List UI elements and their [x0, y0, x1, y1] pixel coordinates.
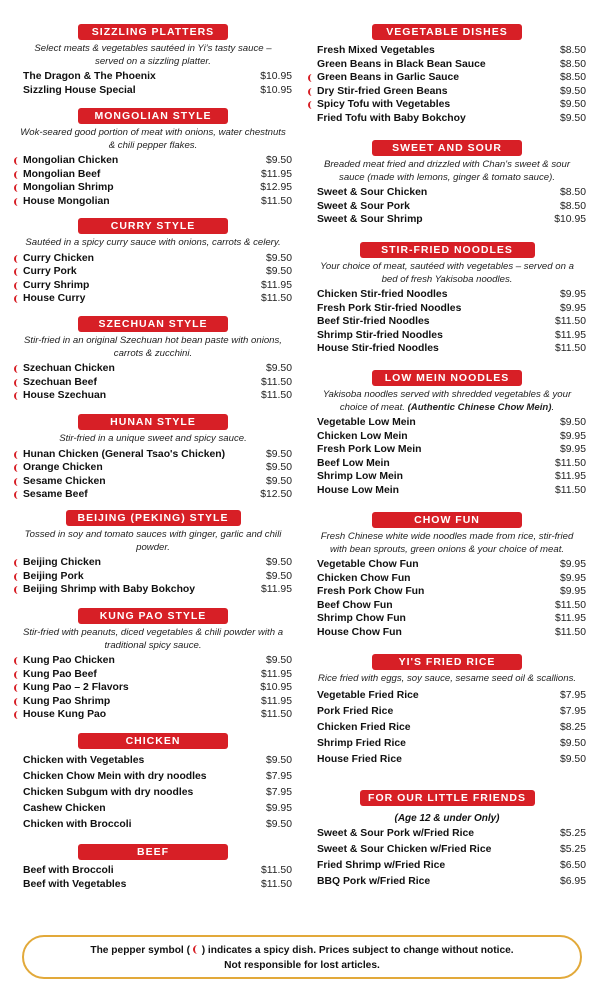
menu-item-name: Chicken Low Mein [317, 430, 408, 442]
menu-item-price: $8.25 [559, 721, 586, 733]
menu-item-price: $5.25 [559, 844, 586, 855]
menu-item [14, 769, 292, 785]
menu-item-price: $11.50 [554, 484, 586, 496]
section-description-text: Wok-seared good portion of meat with onions, water chestnuts & chili pepper flakes. [20, 127, 286, 151]
pepper-icon [14, 184, 20, 192]
menu-item-name: The Dragon & The Phoenix [23, 71, 156, 82]
menu-item-price: $11.50 [554, 316, 586, 327]
section-description-text: Stir-fried in a unique sweet and spicy sauce. [59, 433, 247, 444]
section-subtitle: (Age 12 & under Only) [394, 813, 500, 824]
menu-item-price: $9.50 [265, 755, 292, 766]
menu-item-name: Beijing Shrimp with Baby Bokchoy [23, 584, 196, 595]
menu-item-name: Beef with Vegetables [23, 878, 127, 890]
pepper-icon [193, 945, 199, 954]
pepper-icon [14, 392, 20, 400]
pepper-icon [308, 88, 314, 96]
menu-item-price: $11.95 [260, 668, 292, 680]
section-description [14, 627, 292, 652]
section-curry-style [14, 218, 292, 306]
section-description-text: Rice fried with eggs, soy sauce, sesame seed oil & scallions. [317, 673, 577, 684]
menu-item-name: Shrimp Stir-fried Noodles [317, 329, 443, 341]
menu-item [14, 556, 292, 570]
menu-item-name: Beef Stir-fried Noodles [317, 316, 430, 327]
menu-item [308, 186, 586, 200]
menu-item-price: $9.50 [265, 475, 292, 487]
section-kung-pao-style [14, 608, 292, 722]
menu-item [308, 470, 586, 484]
section-description [14, 43, 292, 68]
section-low-mein-noodles [308, 370, 586, 497]
menu-item-name: Spicy Tofu with Vegetables [317, 99, 451, 110]
menu-item [14, 488, 292, 502]
menu-item-name: Mongolian Beef [23, 168, 101, 180]
menu-item-name: House Curry [23, 293, 86, 304]
pepper-icon [14, 698, 20, 706]
menu-item-name: Vegetable Fried Rice [317, 689, 419, 701]
menu-item-name: Chicken Chow Fun [317, 572, 411, 584]
menu-item-price: $11.95 [554, 613, 586, 624]
menu-item-name: House Chow Fun [317, 626, 402, 638]
menu-item-name: House Mongolian [23, 195, 110, 207]
section-mongolian-style [14, 108, 292, 208]
menu-item-price: $11.50 [260, 865, 292, 876]
menu-item-price: $9.95 [559, 302, 586, 314]
menu-item-name: Kung Pao – 2 Flavors [23, 682, 129, 693]
menu-item-name: Beijing Pork [23, 570, 84, 582]
menu-item [308, 752, 586, 768]
menu-item [14, 181, 292, 195]
section-title: CURRY STYLE [78, 218, 228, 234]
section-description-text: Select meats & vegetables sautéed in Yi's tasty sauce – served on a sizzling platter. [34, 43, 272, 67]
menu-item-price: $11.95 [260, 168, 292, 180]
menu-item-name: Cashew Chicken [23, 803, 106, 814]
section-chicken [14, 733, 292, 833]
menu-item-price: $6.95 [559, 876, 586, 887]
menu-item-name: House Fried Rice [317, 753, 402, 765]
section-description [14, 433, 292, 446]
menu-item [14, 70, 292, 84]
menu-item-price: $11.50 [260, 293, 292, 304]
pepper-icon [14, 451, 20, 459]
menu-item-price: $9.50 [265, 448, 292, 460]
menu-item [14, 168, 292, 182]
pepper-icon [14, 478, 20, 486]
menu-item-price: $11.50 [554, 457, 586, 469]
menu-item [14, 801, 292, 817]
pepper-icon [14, 157, 20, 165]
menu-item [308, 213, 586, 227]
menu-item-price: $9.95 [559, 444, 586, 455]
section-description [14, 237, 292, 250]
section-title: LOW MEIN NOODLES [372, 370, 522, 386]
footer-note [22, 935, 582, 979]
menu-item-price: $9.50 [265, 155, 292, 166]
menu-item-price: $11.95 [260, 584, 292, 595]
menu-item [14, 265, 292, 279]
menu-item [308, 200, 586, 214]
section-title: SIZZLING PLATTERS [78, 24, 228, 40]
menu-item-name: Shrimp Chow Fun [317, 613, 406, 624]
section-description [308, 261, 586, 286]
menu-item-price: $11.95 [260, 695, 292, 707]
section-description-bold: (Authentic Chinese Chow Mein) [407, 401, 552, 413]
menu-item [308, 302, 586, 316]
menu-item [308, 704, 586, 720]
menu-item-name: House Szechuan [23, 390, 107, 401]
menu-item [308, 572, 586, 586]
menu-item-name: Curry Chicken [23, 252, 95, 264]
menu-item-price: $9.50 [559, 417, 586, 428]
menu-item [308, 736, 586, 752]
menu-item-name: Hunan Chicken (General Tsao's Chicken) [23, 448, 226, 460]
menu-item [14, 695, 292, 709]
menu-item-price: $9.50 [559, 737, 586, 749]
footer-line1-pre: The pepper symbol ( [90, 945, 190, 956]
section-description [14, 335, 292, 360]
menu-item-price: $11.50 [260, 709, 292, 720]
section-title: CHICKEN [78, 733, 228, 749]
pepper-icon [14, 268, 20, 276]
section-description [308, 673, 586, 686]
section-title: YI'S FRIED RICE [372, 654, 522, 670]
menu-item [14, 154, 292, 168]
menu-item-price: $8.50 [559, 72, 586, 83]
pepper-icon [14, 671, 20, 679]
menu-item-name: Shrimp Low Mein [317, 471, 404, 482]
section-description-text: Stir-fried with peanuts, diced vegetables & chili powder with a traditional spicy sauce. [22, 627, 284, 651]
menu-item-price: $9.50 [265, 655, 292, 666]
menu-item [308, 626, 586, 640]
section-title: FOR OUR LITTLE FRIENDS [360, 790, 535, 806]
menu-item-price: $9.50 [265, 266, 292, 277]
footer-line2: Not responsible for lost articles. [224, 960, 380, 971]
section-title: MONGOLIAN STYLE [78, 108, 228, 124]
menu-item [14, 448, 292, 462]
menu-item-name: Sweet & Sour Chicken [317, 187, 428, 198]
pepper-icon [14, 255, 20, 263]
menu-item-price: $10.95 [260, 84, 292, 96]
menu-item-name: Chicken Fried Rice [317, 721, 411, 733]
menu-item-price: $9.95 [559, 572, 586, 584]
menu-item-price: $11.50 [554, 599, 586, 611]
menu-item [14, 708, 292, 722]
section-sweet-and-sour [308, 140, 586, 227]
menu-item-name: Szechuan Chicken [23, 363, 115, 374]
pepper-icon [14, 559, 20, 567]
menu-item [14, 362, 292, 376]
menu-item [14, 279, 292, 293]
menu-item [308, 720, 586, 736]
menu-item [308, 58, 586, 72]
menu-item [14, 84, 292, 98]
section-vegetable-dishes [308, 24, 586, 125]
menu-item-name: House Low Mein [317, 484, 399, 496]
menu-item [308, 85, 586, 99]
menu-item [308, 457, 586, 471]
menu-item [308, 430, 586, 444]
menu-item [14, 681, 292, 695]
menu-item-price: $7.95 [559, 705, 586, 717]
menu-item-name: Sweet & Sour Pork w/Fried Rice [317, 828, 475, 839]
pepper-icon [14, 282, 20, 290]
menu-item [308, 44, 586, 58]
menu-item-name: Kung Pao Shrimp [23, 695, 111, 707]
menu-item [308, 484, 586, 498]
menu-item-price: $10.95 [260, 682, 292, 693]
menu-item-price: $8.50 [559, 200, 586, 212]
menu-item-price: $9.95 [559, 559, 586, 570]
menu-item-price: $12.95 [260, 182, 292, 193]
menu-item [308, 558, 586, 572]
section-for-our-little-friends [308, 790, 586, 890]
menu-item [14, 461, 292, 475]
menu-item-name: Fresh Pork Stir-fried Noodles [317, 302, 462, 314]
section-beijing-peking-style [14, 510, 292, 597]
menu-item-price: $11.95 [554, 329, 586, 341]
menu-item-name: Chicken Stir-fried Noodles [317, 289, 448, 300]
menu-item-price: $9.95 [559, 289, 586, 300]
pepper-icon [308, 74, 314, 82]
section-title: STIR-FRIED NOODLES [360, 242, 535, 258]
menu-item-price: $9.50 [265, 819, 292, 830]
menu-item-price: $11.50 [260, 376, 292, 388]
menu-item-price: $8.50 [559, 58, 586, 70]
section-hunan-style [14, 414, 292, 502]
footer-line1-post: ) indicates a spicy dish. Prices subject to change without notice. [201, 945, 514, 956]
menu-item [14, 195, 292, 209]
menu-item [14, 376, 292, 390]
menu-item-price: $9.50 [265, 570, 292, 582]
menu-item-price: $10.95 [554, 214, 586, 225]
pepper-icon [14, 573, 20, 581]
menu-item-name: Chicken with Vegetables [23, 755, 145, 766]
menu-item-price: $11.50 [554, 626, 586, 638]
menu-item [14, 668, 292, 682]
menu-item-price: $11.50 [260, 390, 292, 401]
section-description-text: Tossed in soy and tomato sauces with ginger, garlic and chili powder. [24, 529, 282, 553]
menu-item-price: $9.50 [265, 252, 292, 264]
menu-item [14, 817, 292, 833]
section-description-text: Your choice of meat, sautéed with vegetables – served on a bed of fresh Yakisoba noodles. [320, 261, 574, 285]
menu-item-price: $12.50 [260, 489, 292, 500]
pepper-icon [14, 295, 20, 303]
menu-item-name: Beijing Chicken [23, 557, 101, 568]
menu-item-name: Orange Chicken [23, 462, 103, 473]
menu-item [14, 292, 292, 306]
menu-item [308, 416, 586, 430]
section-description-text: Sautéed in a spicy curry sauce with onions, carrots & celery. [25, 237, 281, 248]
menu-item [14, 654, 292, 668]
section-stir-fried-noodles [308, 242, 586, 356]
section-description-text: Breaded meat fried and drizzled with Chan's sweet & sour sauce (made with lemons, ginger & tomato sauce). [323, 159, 571, 183]
menu-item [14, 252, 292, 266]
section-title: SZECHUAN STYLE [78, 316, 228, 332]
menu-item-price: $7.95 [559, 689, 586, 701]
menu-item-name: Kung Pao Beef [23, 668, 97, 680]
menu-item-name: Green Beans in Black Bean Sauce [317, 58, 486, 70]
menu-item [14, 389, 292, 403]
section-description-text: Yakisoba noodles served with shredded vegetables & your choice of meat. [322, 389, 572, 413]
menu-item [308, 443, 586, 457]
menu-item [308, 688, 586, 704]
menu-item-price: $8.50 [559, 187, 586, 198]
menu-item-name: Pork Fried Rice [317, 705, 394, 717]
menu-item-name: House Stir-fried Noodles [317, 343, 439, 354]
menu-item-price: $8.50 [559, 45, 586, 56]
menu-item [14, 583, 292, 597]
pepper-icon [14, 491, 20, 499]
menu-item-name: Beef Chow Fun [317, 599, 393, 611]
menu-item-name: Chicken with Broccoli [23, 819, 132, 830]
section-chow-fun [308, 512, 586, 639]
pepper-icon [14, 464, 20, 472]
section-description: Yakisoba noodles served with shredded vegetables & your choice of meat. (Authentic Chinese Chow Mein). [322, 389, 572, 413]
menu-item-price: $9.50 [559, 99, 586, 110]
section-description-text: Fresh Chinese white wide noodles made from rice, stir-fried with bean sprouts, green onions & your choice of meat. [320, 531, 574, 555]
menu-item-name: BBQ Pork w/Fried Rice [317, 876, 431, 887]
menu-item [308, 826, 586, 842]
section-title: BEEF [78, 844, 228, 860]
menu-item-name: Fried Tofu with Baby Bokchoy [317, 112, 466, 124]
menu-item-name: Fresh Pork Chow Fun [317, 586, 425, 597]
menu-item-name: Curry Pork [23, 266, 77, 277]
menu-item-price: $9.50 [265, 462, 292, 473]
menu-item [14, 878, 292, 892]
menu-item-price: $11.95 [554, 471, 586, 482]
section-description-text: Stir-fried in an original Szechuan hot bean paste with onions, carrots & zucchini. [24, 335, 282, 359]
menu-item-price: $11.50 [260, 195, 292, 207]
menu-item-name: Chicken Chow Mein with dry noodles [23, 771, 207, 782]
menu-item-name: Szechuan Beef [23, 376, 97, 388]
pepper-icon [14, 379, 20, 387]
section-description [308, 531, 586, 556]
menu-item [308, 858, 586, 874]
section-description [308, 159, 586, 184]
menu-item-name: Sesame Chicken [23, 475, 106, 487]
menu-item-price: $11.95 [260, 279, 292, 291]
menu-item-name: Sweet & Sour Pork [317, 200, 410, 212]
menu-item-name: Fresh Mixed Vegetables [317, 45, 435, 56]
section-yi-s-fried-rice [308, 654, 586, 768]
menu-item-name: Sweet & Sour Chicken w/Fried Rice [317, 844, 492, 855]
menu-item-name: Chicken Subgum with dry noodles [23, 787, 194, 798]
pepper-icon [14, 365, 20, 373]
menu-item-price: $9.50 [559, 85, 586, 97]
menu-item [14, 570, 292, 584]
pepper-icon [308, 101, 314, 109]
menu-item-name: Mongolian Shrimp [23, 182, 114, 193]
menu-item-name: Dry Stir-fried Green Beans [317, 85, 448, 97]
section-description [14, 529, 292, 554]
menu-item-name: Vegetable Chow Fun [317, 559, 419, 570]
menu-item-price: $9.95 [559, 430, 586, 442]
menu-item [14, 785, 292, 801]
menu-item-price: $10.95 [260, 71, 292, 82]
menu-item-name: Beef with Broccoli [23, 865, 114, 876]
pepper-icon [14, 198, 20, 206]
section-beef [14, 844, 292, 891]
menu-item-name: Fried Shrimp w/Fried Rice [317, 860, 446, 871]
menu-item [308, 599, 586, 613]
section-sizzling-platters [14, 24, 292, 97]
menu-item [308, 315, 586, 329]
menu-item-price: $5.25 [559, 828, 586, 839]
section-title: SWEET AND SOUR [372, 140, 522, 156]
pepper-icon [14, 586, 20, 594]
menu-item-name: Kung Pao Chicken [23, 655, 115, 666]
menu-item [308, 874, 586, 890]
menu-item [308, 612, 586, 626]
menu-item [14, 475, 292, 489]
menu-item-price: $9.50 [265, 557, 292, 568]
menu-item [308, 329, 586, 343]
menu-item-name: Shrimp Fried Rice [317, 737, 406, 749]
section-title: VEGETABLE DISHES [372, 24, 522, 40]
menu-item [308, 98, 586, 112]
menu-item-name: Green Beans in Garlic Sauce [317, 72, 460, 83]
menu-item-name: Sizzling House Special [23, 84, 136, 96]
menu-item-name: Vegetable Low Mein [317, 417, 416, 428]
section-title: HUNAN STYLE [78, 414, 228, 430]
menu-item [308, 71, 586, 85]
menu-item-name: Beef Low Mein [317, 457, 390, 469]
menu-item [14, 753, 292, 769]
menu-item-price: $7.95 [265, 787, 292, 798]
menu-item-price: $9.95 [265, 803, 292, 814]
menu-item-price: $9.50 [559, 112, 586, 124]
menu-item-name: House Kung Pao [23, 709, 107, 720]
menu-item-name: Curry Shrimp [23, 279, 90, 291]
menu-item-name: Sweet & Sour Shrimp [317, 214, 423, 225]
pepper-icon [14, 711, 20, 719]
menu-item-price: $9.95 [559, 586, 586, 597]
menu-item [308, 342, 586, 356]
menu-item [14, 864, 292, 878]
pepper-icon [14, 684, 20, 692]
section-szechuan-style [14, 316, 292, 403]
menu-item-name: Sesame Beef [23, 489, 88, 500]
section-description [14, 127, 292, 152]
pepper-icon [14, 657, 20, 665]
menu-item [308, 842, 586, 858]
menu-item-price: $11.50 [554, 343, 586, 354]
menu-item-name: Fresh Pork Low Mein [317, 444, 422, 455]
menu-item [308, 288, 586, 302]
pepper-icon [14, 171, 20, 179]
menu-item-price: $6.50 [559, 860, 586, 871]
menu-item-name: Mongolian Chicken [23, 155, 119, 166]
section-title: BEIJING (PEKING) STYLE [66, 510, 241, 526]
section-title: CHOW FUN [372, 512, 522, 528]
menu-item-price: $11.50 [260, 878, 292, 890]
section-title: KUNG PAO STYLE [78, 608, 228, 624]
menu-item-price: $9.50 [559, 753, 586, 765]
menu-item-price: $9.50 [265, 363, 292, 374]
menu-item [308, 112, 586, 126]
menu-item-price: $7.95 [265, 771, 292, 782]
menu-item [308, 585, 586, 599]
